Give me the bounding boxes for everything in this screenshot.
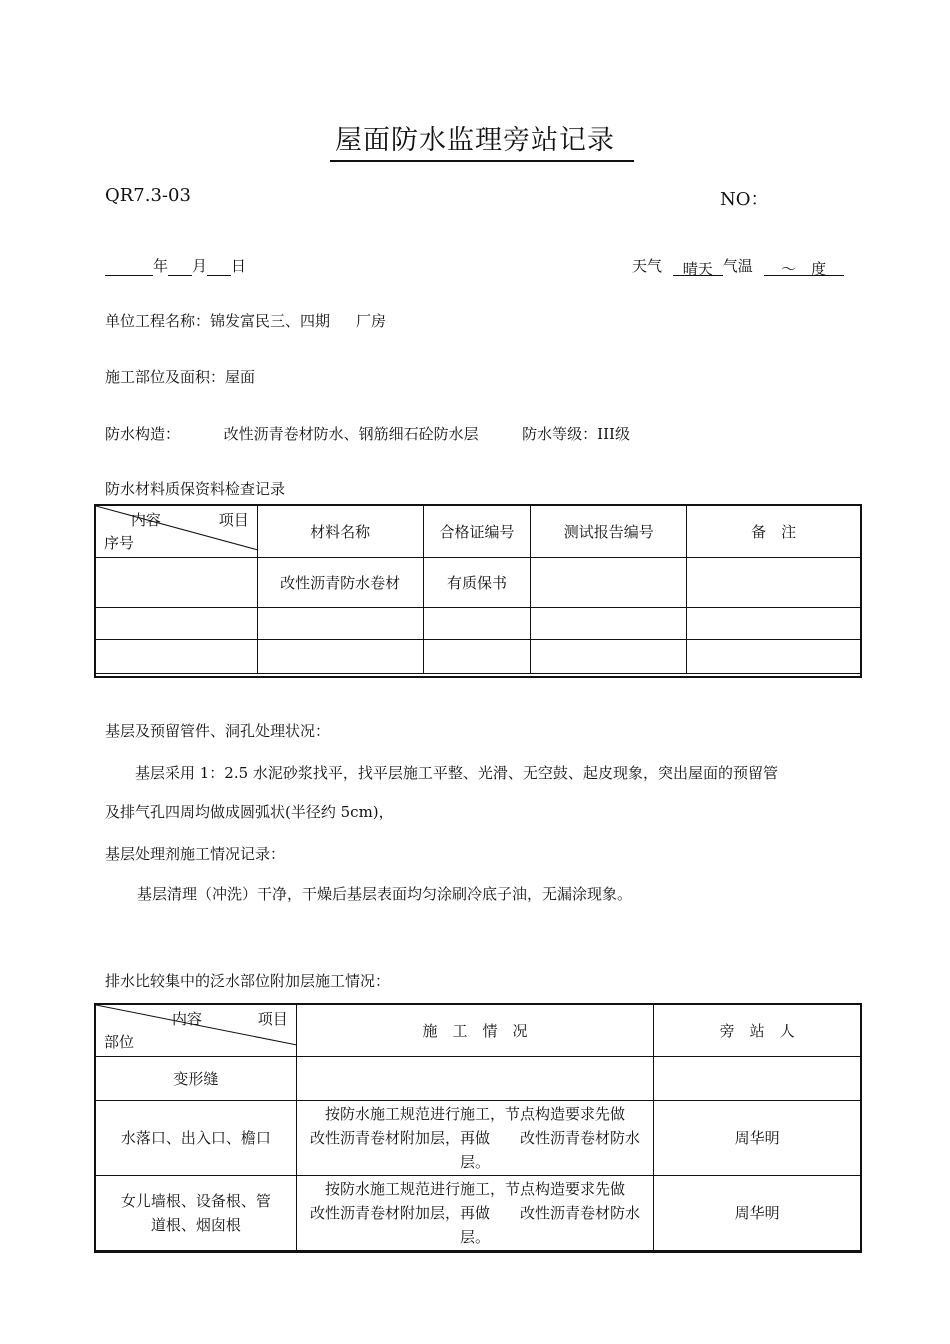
table-cell[interactable] [531, 608, 687, 640]
person-cell[interactable]: 周华明 [654, 1176, 861, 1251]
month-field[interactable] [168, 258, 192, 276]
temp-label: 气温 [722, 257, 753, 275]
unit-project-row [105, 310, 386, 331]
page-title: 屋面防水监理旁站记录 [335, 125, 615, 156]
grade-label: 防水等级： [522, 425, 598, 443]
extra-heading: 排水比较集中的泛水部位附加层施工情况： [105, 972, 391, 990]
diag-bottom-label: 部位 [104, 1033, 135, 1051]
extra-header-row [96, 1005, 861, 1057]
base-text-line2: 及排气孔四周均做成圆弧状(半径约 5cm)， [105, 803, 394, 821]
table-cell[interactable]: 改性沥青防水卷材 [257, 558, 423, 608]
table-cell[interactable] [96, 558, 258, 608]
table-cell[interactable] [423, 608, 531, 640]
table-row [96, 1101, 861, 1176]
month-label: 月 [192, 257, 208, 275]
desc-cell[interactable]: 按防水施工规范进行施工，节点构造要求先做 改性沥青卷材附加层，再做 改性沥青卷材防水层。 [296, 1176, 654, 1251]
temp-sep: ～ [781, 260, 797, 278]
weather-label: 天气 [632, 257, 663, 275]
date-row [105, 255, 246, 276]
materials-table [95, 505, 861, 674]
location-label: 施工部位及面积： [105, 368, 226, 386]
temp-unit: 度 [811, 260, 827, 278]
materials-header-row [96, 506, 861, 558]
weather-value[interactable]: 晴天 [673, 258, 723, 276]
unit-project-label: 单位工程名称： [105, 312, 211, 330]
col-header-report: 测试报告编号 [531, 506, 687, 558]
year-label: 年 [153, 257, 169, 275]
table-row [96, 1057, 861, 1101]
extra-layer-table [95, 1004, 861, 1251]
day-field[interactable] [207, 258, 231, 276]
table-row [96, 558, 861, 608]
desc-cell[interactable] [296, 1057, 654, 1101]
unit-project-value: 锦发富民三、四期 [210, 312, 331, 330]
year-field[interactable] [105, 258, 153, 276]
diag-top-label: 内容 [172, 1010, 203, 1028]
materials-diag-header [96, 506, 258, 558]
table-row [96, 1176, 861, 1251]
table-cell[interactable] [257, 608, 423, 640]
table-cell[interactable] [531, 558, 687, 608]
diag-bottom-label: 序号 [104, 534, 135, 552]
form-number-label: NO： [720, 189, 769, 210]
location-row [105, 366, 255, 387]
part-cell: 水落口、出入口、檐口 [96, 1101, 297, 1176]
table-cell[interactable] [257, 640, 423, 674]
part-cell: 女儿墙根、设备根、管道根、烟囱根 [96, 1176, 297, 1251]
col-header-construction: 施 工 情 况 [296, 1005, 654, 1057]
materials-heading: 防水材料质保资料检查记录 [105, 480, 286, 498]
structure-row [105, 423, 630, 444]
diag-top-label: 内容 [131, 511, 162, 529]
person-cell[interactable]: 周华明 [654, 1101, 861, 1176]
col-header-material: 材料名称 [257, 506, 423, 558]
temp-field[interactable] [764, 258, 844, 276]
extra-diag-header [96, 1005, 297, 1057]
base-text-line1: 基层采用 1：2.5 水泥砂浆找平，找平层施工平整、光滑、无空鼓、起皮现象，突出屋面的预留管 [135, 764, 778, 782]
table-cell[interactable]: 有质保书 [423, 558, 531, 608]
table-cell[interactable] [423, 640, 531, 674]
grade-value: III级 [597, 425, 630, 443]
base-heading: 基层及预留管件、洞孔处理状况： [105, 722, 331, 740]
col-header-remarks: 备 注 [687, 506, 861, 558]
structure-value: 改性沥青卷材防水、钢筋细石砼防水层 [223, 425, 479, 443]
primer-heading: 基层处理剂施工情况记录： [105, 845, 286, 863]
table-cell[interactable] [531, 640, 687, 674]
desc-cell[interactable]: 按防水施工规范进行施工，节点构造要求先做 改性沥青卷材附加层，再做 改性沥青卷材防水层。 [296, 1101, 654, 1176]
col-header-supervisor: 旁 站 人 [654, 1005, 861, 1057]
person-cell[interactable] [654, 1057, 861, 1101]
table-cell[interactable] [687, 640, 861, 674]
diag-right-label: 项目 [218, 511, 249, 529]
primer-text: 基层清理（冲洗）干净，干燥后基层表面均匀涂刷冷底子油，无漏涂现象。 [137, 885, 633, 903]
table-cell[interactable] [96, 608, 258, 640]
table-row [96, 640, 861, 674]
form-code: QR7.3-03 [105, 185, 191, 206]
title-underline [330, 160, 634, 162]
table-cell[interactable] [687, 608, 861, 640]
part-cell: 变形缝 [96, 1057, 297, 1101]
table-cell[interactable] [96, 640, 258, 674]
structure-label: 防水构造： [105, 425, 181, 443]
day-label: 日 [231, 257, 247, 275]
table-cell[interactable] [687, 558, 861, 608]
diag-right-label: 项目 [257, 1010, 288, 1028]
col-header-cert: 合格证编号 [423, 506, 531, 558]
table-row [96, 608, 861, 640]
unit-project-value-2: 厂房 [356, 312, 387, 330]
location-value: 屋面 [225, 368, 256, 386]
weather-row [632, 255, 844, 276]
